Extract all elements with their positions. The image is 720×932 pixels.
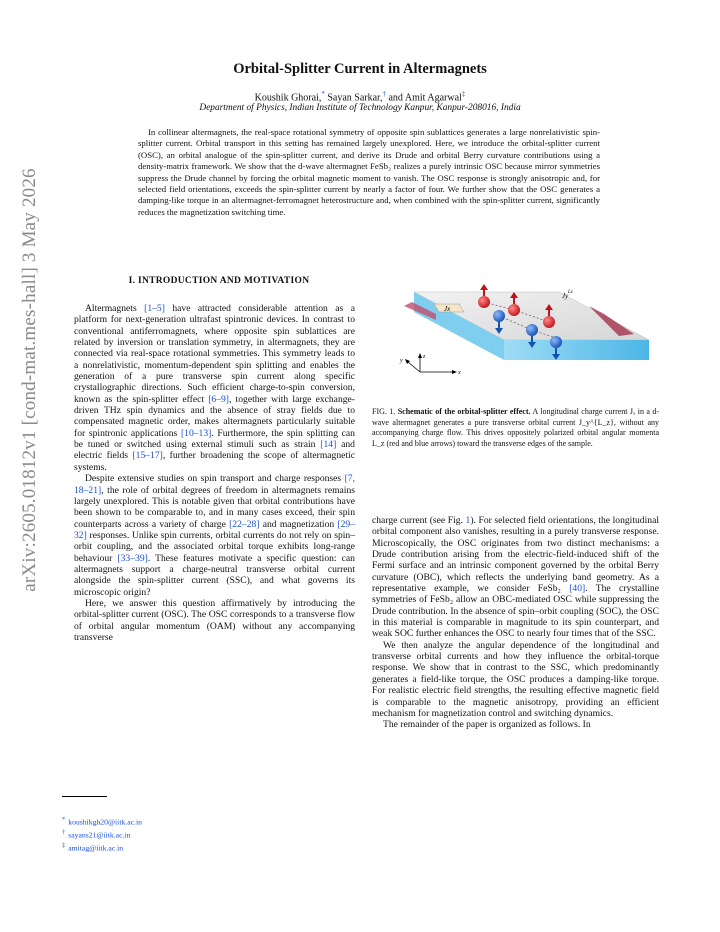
figure-1-schematic xyxy=(384,280,654,380)
figure-link[interactable]: 1 xyxy=(465,515,471,526)
caption-label: FIG. 1. xyxy=(372,407,396,416)
citation-link[interactable]: [6–9] xyxy=(208,393,229,405)
arxiv-identifier: arXiv:2605.01812v1 [cond-mat.mes-hall] 3 May 2026 xyxy=(19,168,40,592)
email-link[interactable]: sayans21@iitk.ac.in xyxy=(68,830,131,840)
abstract: In collinear altermagnets, the real-space rotational symmetry of opposite spin sublattices generates a large nonrelativistic spin-splitter current. Orbital transport in this setting has remained largely unexplored. Here, we introduce the orbital-splitter current (OSC), an orbital analogue of the spin-splitter current, and derive its Drude and orbital Berry curvature contributions using a density-matrix framework. We show that the d-wave altermagnet FeSb₂ realizes a purely intrinsic OSC because mirror symmetries suppress the Drude channel by forcing the orbital magnetic moment to vanish. The OSC response is strongly anisotropic and, for selected field orientations, exceeds the spin-splitter current by nearly a factor of four. We further show that the OSC generates a damping-like torque in an altermagnet-ferromagnet heterostructure and, when combined with the spin-splitter current, significantly reduces the magnetization switching time. xyxy=(138,127,600,217)
axis-y-label: y xyxy=(400,358,403,364)
footnote-rule xyxy=(62,796,107,797)
caption-bold: Schematic of the orbital-splitter effect. xyxy=(397,407,531,416)
email-link[interactable]: koushikgh20@iitk.ac.in xyxy=(68,817,142,827)
red-atom xyxy=(478,296,490,308)
jx-label-box xyxy=(434,304,464,313)
axis-z-label: z xyxy=(423,354,426,360)
citation-link[interactable]: [10–13] xyxy=(180,427,212,439)
jx-label: Jx xyxy=(444,305,451,313)
red-atom xyxy=(508,304,520,316)
citation-link[interactable]: [15–17] xyxy=(132,450,163,462)
author-name: and Amit Agarwal xyxy=(388,92,462,104)
section-heading: I. INTRODUCTION AND MOTIVATION xyxy=(128,276,310,286)
blue-atom xyxy=(493,310,505,322)
author-mark[interactable]: † xyxy=(382,90,386,98)
paragraph: We then analyze the angular dependence of the longitudinal and transverse orbital currents and how they influence the orbital-torque response. We show that in contrast to the SSC, which predominantly generates a field-like torque, the OSC produces a damping-like torque. For realistic electric field strengths, the resulting effective magnetic field is comparable to the magnetic anisotropy, providing an efficient mechanism for magnetization control and switching dynamics. xyxy=(372,639,659,719)
footnote: ‡ amitag@iitk.ac.in xyxy=(62,841,124,853)
affiliation: Department of Physics, Indian Institute of Technology Kanpur, Kanpur-208016, India xyxy=(199,103,521,113)
paragraph: Here, we answer this question affirmatively by introducing the orbital-splitter current (OSC). The OSC corresponds to a transverse flow of orbital angular momentum (OAM) without any accompanying transverse xyxy=(74,597,355,643)
arxiv-sidebar xyxy=(2,170,58,590)
right-column xyxy=(372,515,659,731)
svg-text:Lz: Lz xyxy=(568,290,573,295)
caption-text: A longitudinal charge current Jₓ in a d-wave altermagnet generates a pure transverse orbital current J_y^{L_z}, without any accompanying charge flow. This drives oppositely polarized orbital angular momenta L_z (red and blue arrows) toward the transverse edges of the sample. xyxy=(372,407,660,448)
citation-link[interactable]: [29–32] xyxy=(74,518,355,541)
author-mark[interactable]: * xyxy=(321,90,325,98)
author-name: Sayan Sarkar, xyxy=(327,92,383,104)
citation-link[interactable]: [14] xyxy=(320,439,337,451)
paragraph: charge current (see Fig. 1). For selected field orientations, the longitudinal orbital component also vanishes, resulting in a purely transverse response. Microscopically, the OSC originates from two distinct mechanisms: a Drude contribution arising from the electric-field-induced shift of the Fermi surface and an intrinsic component governed by the orbital Berry curvature (OBC), which reflects the underlying band geometry. As a representative example, we consider FeSb₂ [40]. The crystalline symmetries of FeSb₂ allow an OBC-mediated OSC while suppressing the Drude contribution. In the absence of spin–orbit coupling (SOC), the OSC in this material is comparable in magnitude to its spin counterpart, and weak SOC further enhances the OSC to nearly four times that of the SSC. xyxy=(372,515,659,640)
svg-text:Jy: Jy xyxy=(562,292,569,300)
blue-atom xyxy=(550,336,562,348)
author-name: Koushik Ghorai, xyxy=(254,92,322,104)
figure-caption xyxy=(372,407,659,449)
citation-link[interactable]: [22–28] xyxy=(229,518,260,530)
author-mark[interactable]: ‡ xyxy=(461,90,466,98)
paragraph: Altermagnets [1–5] have attracted considerable attention as a platform for next-generation ultrafast spintronic devices. In contrast to conventional antiferromagnets, where opposite spin sublattices are related by inversion or translation symmetry, in altermagnets, they are connected via real-space rotational symmetries. This symmetry leads to a nonrelativistic, momentum-dependent spin splitting and enables the generation of a pure transverse spin current along specific crystallographic directions. Such efficient charge-to-spin conversion, known as the spin-splitter effect [6–9], together with large exchange-driven THz spin dynamics and the absence of stray fields due to compensated magnetic order, makes altermagnets particularly suitable for spintronic applications [10–13]. Furthermore, the spin splitting can be tuned or switched using external stimuli such as strain [14] and electric fields [15–17], further broadening the scope of altermagnetic systems. xyxy=(74,303,355,473)
left-column xyxy=(74,303,355,643)
citation-link[interactable]: [40] xyxy=(569,583,586,595)
paragraph: Despite extensive studies on spin transport and charge responses [7, 18–21], the role of orbital degrees of freedom in altermagnets remains largely unexplored. This is notable given that orbital contributions have been shown to be comparable to, and in many cases exceed, their spin counterparts across a variety of charge [22–28] and magnetization [29–32] responses. Unlike spin currents, orbital currents do not rely on spin–orbit coupling, and the associated orbital torque exhibits long-range behaviour [33–39]. These features motivate a specific question: can altermagnets support a charge-neutral transverse orbital current alongside the spin-splitter current (SSC), and what governs its microscopic origin? xyxy=(74,473,355,598)
footnotes xyxy=(62,815,142,854)
citation-link[interactable]: [1–5] xyxy=(144,303,165,314)
citation-link[interactable]: [7, 18–21] xyxy=(74,473,355,496)
footnote: * koushikgh20@iitk.ac.in xyxy=(62,816,142,827)
author-list xyxy=(0,90,720,103)
footnote: † sayans21@iitk.ac.in xyxy=(62,828,131,840)
red-atom xyxy=(543,316,555,328)
coordinate-axes xyxy=(399,353,461,376)
blue-atom xyxy=(526,324,538,336)
paper-title: Orbital-Splitter Current in Altermagnets xyxy=(233,61,487,77)
axis-x-label: x xyxy=(458,370,461,376)
paragraph: The remainder of the paper is organized as follows. In xyxy=(383,719,591,731)
citation-link[interactable]: [33–39] xyxy=(117,552,148,564)
email-link[interactable]: amitag@iitk.ac.in xyxy=(68,843,124,853)
